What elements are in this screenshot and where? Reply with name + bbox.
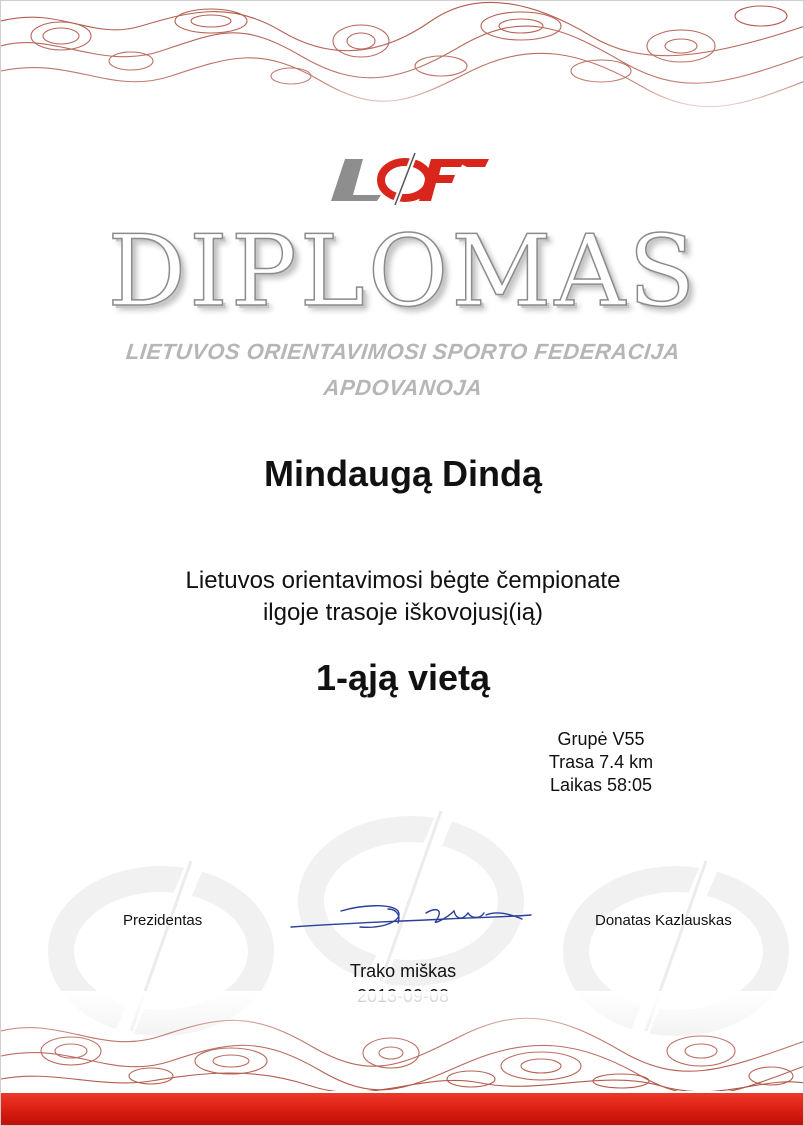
federation-name: LIETUVOS ORIENTAVIMOSI SPORTO FEDERACIJA (124, 339, 682, 364)
event-description-line2: ilgoje trasoje iškovojusį(ią) (262, 599, 544, 626)
handwritten-signature (286, 897, 536, 937)
footer-red-strip (1, 1093, 803, 1126)
top-contour-decoration (1, 1, 803, 121)
recipient-name: Mindaugą Dindą (264, 453, 542, 494)
president-label: Prezidentas (123, 912, 203, 929)
group-label: Grupė V55 (557, 729, 645, 749)
diploma-title: DIPLOMAS (107, 215, 699, 329)
venue-location: Trako miškas (349, 961, 457, 981)
award-verb: APDOVANOJA (322, 375, 484, 400)
federation-logo (323, 149, 493, 205)
event-description-line1: Lietuvos orientavimosi bėgte čempionate (185, 567, 621, 594)
result-details (521, 728, 681, 797)
time-label: Laikas 58:05 (549, 775, 653, 795)
bottom-contour-decoration (1, 991, 803, 1091)
placement: 1-ąją vietą (315, 657, 491, 698)
signatory-name: Donatas Kazlauskas (595, 912, 732, 929)
course-label: Trasa 7.4 km (548, 752, 654, 772)
